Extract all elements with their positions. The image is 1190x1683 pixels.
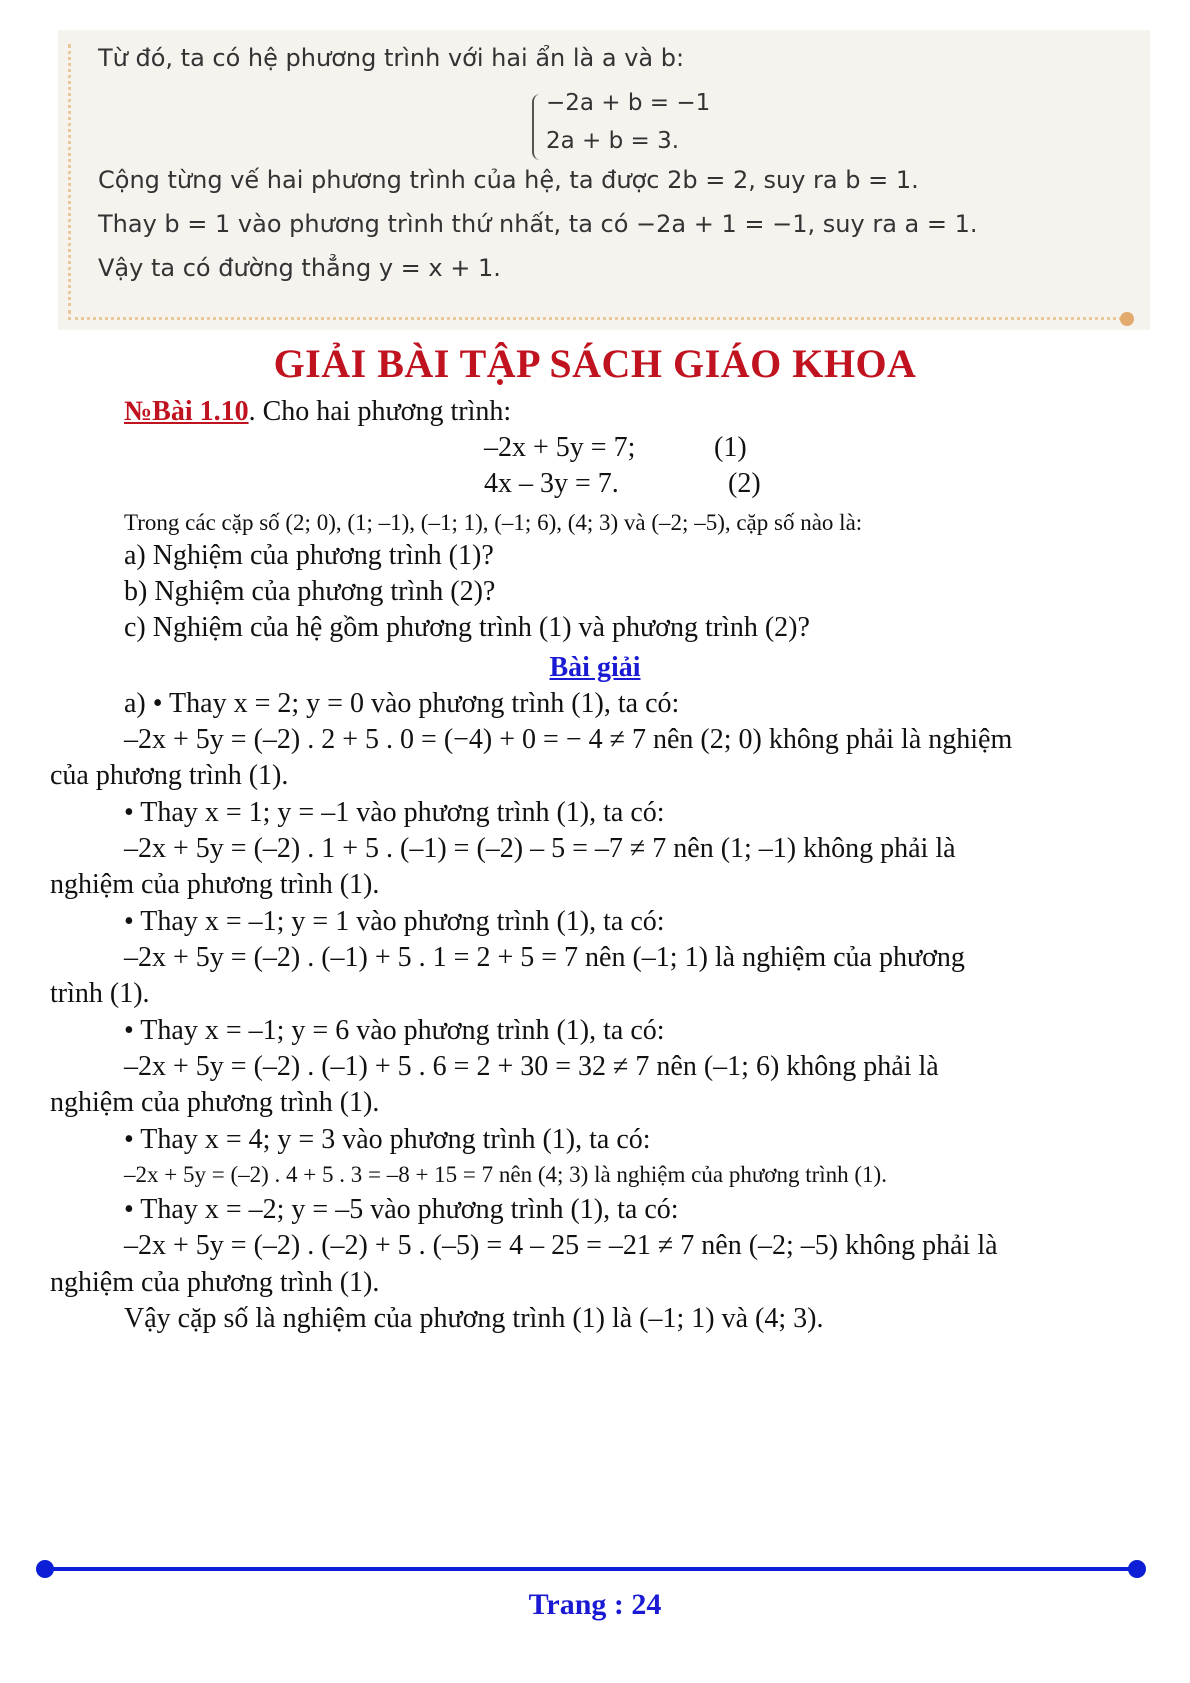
solution-line: a) • Thay x = 2; y = 0 vào phương trình (1), ta có: <box>124 688 680 719</box>
solution-line: –2x + 5y = (–2) . (–1) + 5 . 6 = 2 + 30 = 32 ≠ 7 nên (–1; 6) không phải là <box>124 1051 939 1082</box>
solution-line: –2x + 5y = (–2) . 1 + 5 . (–1) = (–2) – 5 = –7 ≠ 7 nên (1; –1) không phải là <box>124 833 956 864</box>
system-brace <box>532 94 542 160</box>
problem-intro: . Cho hai phương trình: <box>248 396 512 427</box>
excerpt-dotted-border-left <box>68 44 71 314</box>
solution-line: • Thay x = –1; y = 6 vào phương trình (1), ta có: <box>124 1015 665 1046</box>
system-equation-1: −2a + b = −1 <box>546 90 711 116</box>
equation-1: –2x + 5y = 7; <box>484 432 636 463</box>
solution-line: nghiệm của phương trình (1). <box>50 869 380 900</box>
question-b: b) Nghiệm của phương trình (2)? <box>124 576 496 607</box>
solution-line: • Thay x = –1; y = 1 vào phương trình (1), ta có: <box>124 906 665 937</box>
system-equation-2: 2a + b = 3. <box>546 128 680 154</box>
problem-question: Trong các cặp số (2; 0), (1; –1), (–1; 1), (–1; 6), (4; 3) và (–2; –5), cặp số nào là: <box>124 510 863 535</box>
solution-conclusion: Vậy cặp số là nghiệm của phương trình (1) là (–1; 1) và (4; 3). <box>124 1303 824 1334</box>
solution-line: nghiệm của phương trình (1). <box>50 1087 380 1118</box>
section-title: GIẢI BÀI TẬP SÁCH GIÁO KHOA <box>273 341 917 386</box>
equation-2-number: (2) <box>728 468 761 499</box>
excerpt-line-2: Thay b = 1 vào phương trình thứ nhất, ta có −2a + 1 = −1, suy ra a = 1. <box>98 210 978 238</box>
equation-1-number: (1) <box>714 432 747 463</box>
excerpt-intro: Từ đó, ta có hệ phương trình với hai ẩn là a và b: <box>98 44 685 72</box>
footer-rule-dot-right <box>1128 1560 1146 1578</box>
problem-heading <box>124 396 511 428</box>
question-c: c) Nghiệm của hệ gồm phương trình (1) và phương trình (2)? <box>124 612 810 643</box>
footer-rule <box>44 1567 1138 1571</box>
question-a: a) Nghiệm của phương trình (1)? <box>124 540 494 571</box>
problem-label: №Bài 1.10 <box>124 396 249 427</box>
excerpt-line-1: Cộng từng vế hai phương trình của hệ, ta được 2b = 2, suy ra b = 1. <box>98 166 919 194</box>
excerpt-corner-dot <box>1120 312 1134 326</box>
excerpt-dotted-border-bottom <box>68 317 1122 320</box>
footer-rule-dot-left <box>36 1560 54 1578</box>
textbook-excerpt-box <box>58 30 1150 330</box>
solution-line: –2x + 5y = (–2) . (–2) + 5 . (–5) = 4 – 25 = –21 ≠ 7 nên (–2; –5) không phải là <box>124 1230 998 1261</box>
solution-line: trình (1). <box>50 978 150 1009</box>
solution-line: • Thay x = 1; y = –1 vào phương trình (1), ta có: <box>124 797 665 828</box>
solution-line: –2x + 5y = (–2) . (–1) + 5 . 1 = 2 + 5 = 7 nên (–1; 1) là nghiệm của phương <box>124 942 965 973</box>
solution-line: • Thay x = –2; y = –5 vào phương trình (1), ta có: <box>124 1194 679 1225</box>
solution-line: nghiệm của phương trình (1). <box>50 1267 380 1298</box>
solution-line: –2x + 5y = (–2) . 2 + 5 . 0 = (−4) + 0 = − 4 ≠ 7 nên (2; 0) không phải là nghiệm <box>124 724 1013 755</box>
equation-2: 4x – 3y = 7. <box>484 468 619 499</box>
solution-line: –2x + 5y = (–2) . 4 + 5 . 3 = –8 + 15 = 7 nên (4; 3) là nghiệm của phương trình (1). <box>124 1162 887 1187</box>
solution-line: • Thay x = 4; y = 3 vào phương trình (1), ta có: <box>124 1124 651 1155</box>
excerpt-line-3: Vậy ta có đường thẳng y = x + 1. <box>98 254 501 282</box>
solution-line: của phương trình (1). <box>50 760 289 791</box>
solution-label: Bài giải <box>549 652 641 683</box>
page-number: Trang : 24 <box>528 1588 662 1621</box>
